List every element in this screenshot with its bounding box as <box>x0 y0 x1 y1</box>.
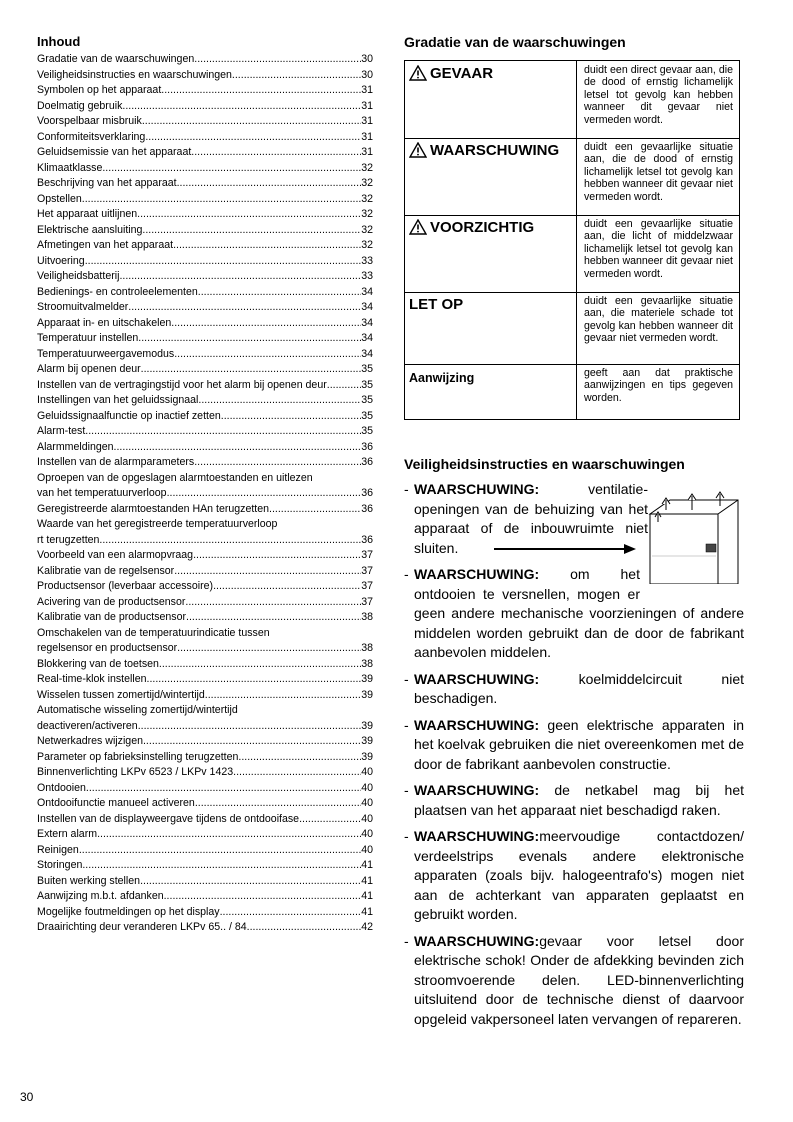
toc-entry-page: 34 <box>361 332 373 344</box>
toc-leader-dots <box>99 533 361 549</box>
toc-entry-page: 32 <box>361 208 373 220</box>
toc-entry <box>37 626 373 642</box>
toc-leader-dots <box>142 114 361 130</box>
toc-leader-dots <box>205 688 361 704</box>
toc-leader-dots <box>185 595 361 611</box>
toc-entry-page: 32 <box>361 223 373 236</box>
warning-text: koelmiddelcircuit niet beschadigen. <box>414 670 744 706</box>
toc-leader-dots <box>137 207 361 223</box>
toc-entry <box>37 657 373 673</box>
toc-entry <box>37 641 373 657</box>
list-dash: - <box>404 481 409 497</box>
warning-level-row <box>405 292 739 365</box>
toc-entry-title: Draairichting deur veranderen LKPv 65.. / 84.. <box>37 921 253 933</box>
toc-entry-title: Alarm bij openen deur <box>37 363 141 375</box>
toc-leader-dots <box>138 719 362 735</box>
warning-level-label-cell <box>405 215 577 292</box>
toc-leader-dots <box>167 486 362 502</box>
warning-keyword: WAARSCHUWING: <box>414 670 540 687</box>
toc-entry-title: Geregistreerde alarmtoestanden HAn terugzetten <box>37 502 270 515</box>
toc-entry <box>37 765 373 781</box>
toc-entry-page: 38 <box>361 611 373 623</box>
toc-entry-title: Doelmatig gebruik <box>37 99 123 112</box>
toc-entry-page: 38 <box>361 657 373 670</box>
toc-entry <box>37 827 373 843</box>
toc-leader-dots <box>97 827 361 843</box>
toc-entry-title: Temperatuur instellen <box>37 332 139 344</box>
toc-entry <box>37 812 373 828</box>
toc-entry-page: 30 <box>361 68 373 81</box>
toc-entry-title: Opstellen <box>37 192 82 205</box>
toc-entry <box>37 672 373 688</box>
toc-entry-page: 30 <box>361 53 373 65</box>
toc-leader-dots <box>140 874 361 890</box>
toc-entry-title: Conformiteitsverklaring <box>37 130 146 143</box>
toc-entry-title: Buiten werking stellen <box>37 874 141 887</box>
toc-entry-title: Mogelijke foutmeldingen op het display <box>37 905 220 918</box>
toc-entry <box>37 858 373 874</box>
toc-entry-title: regelsensor en productsensor <box>37 642 178 654</box>
toc-leader-dots <box>269 502 361 518</box>
toc-leader-dots <box>198 285 361 301</box>
toc-list <box>37 52 373 936</box>
toc-entry-page: 36 <box>361 440 373 453</box>
list-dash: - <box>404 670 409 687</box>
toc-entry-page: 31 <box>361 146 373 158</box>
list-dash: - <box>404 932 409 949</box>
page-number: 30 <box>20 1090 34 1104</box>
warning-level-label: Aanwijzing <box>409 371 475 385</box>
toc-entry <box>37 145 373 161</box>
toc-entry-page: 36 <box>361 533 373 546</box>
toc-leader-dots <box>161 83 361 99</box>
toc-leader-dots <box>79 843 361 859</box>
toc-entry <box>37 781 373 797</box>
toc-leader-dots <box>85 254 362 270</box>
toc-entry-page: 32 <box>361 192 373 205</box>
toc-entry-title: Productsensor (leverbaar accessoire) <box>37 580 214 592</box>
toc-entry-title: Kalibratie van de productsensor <box>37 611 186 623</box>
toc-entry <box>37 455 373 471</box>
toc-entry-title: Bedienings- en controleelementen <box>37 285 198 298</box>
toc-entry-title: Netwerkadres wijzigen <box>37 735 143 747</box>
toc-entry-page: 40 <box>361 781 373 794</box>
toc-entry-page: 41 <box>361 905 373 918</box>
safety-warning-item <box>404 932 744 1030</box>
toc-entry-title: Geluidsemissie van het apparaat <box>37 146 192 158</box>
toc-entry <box>37 254 373 270</box>
warning-triangle-icon <box>409 219 427 235</box>
toc-entry-page: 39 <box>361 688 373 701</box>
toc-entry-title: Elektrische aansluiting <box>37 223 143 236</box>
toc-entry <box>37 703 373 719</box>
list-dash: - <box>404 782 409 798</box>
toc-entry-page: 37 <box>361 580 373 592</box>
toc-entry-page: 37 <box>361 595 373 608</box>
toc-leader-dots <box>238 750 361 766</box>
toc-entry <box>37 393 373 409</box>
toc-entry-title: Ontdooien <box>37 781 86 794</box>
toc-entry-page: 35 <box>361 409 373 422</box>
toc-entry <box>37 533 373 549</box>
toc-entry-title: Afmetingen van het apparaat <box>37 239 174 251</box>
toc-leader-dots <box>143 734 361 750</box>
warning-keyword: WAARSCHUWING: <box>414 566 540 582</box>
toc-entry-page: 35 <box>361 378 373 391</box>
toc-leader-dots <box>114 440 362 456</box>
toc-heading: Inhoud <box>37 34 81 49</box>
toc-leader-dots <box>191 145 361 161</box>
warning-level-row <box>405 215 739 293</box>
toc-entry-title: Alarm-test <box>37 425 86 437</box>
warning-text: geen elektrische apparaten in het koelvak gebruiken die niet overeenkomen met de door de fabrikant aanbevolen constructie. <box>414 716 744 772</box>
toc-entry <box>37 750 373 766</box>
warning-level-label-cell <box>405 61 577 138</box>
toc-entry-title: Wisselen tussen zomertijd/wintertijd <box>37 688 205 701</box>
toc-entry-page: 31 <box>361 99 373 112</box>
toc-entry <box>37 409 373 425</box>
toc-leader-dots <box>186 610 361 626</box>
toc-entry <box>37 874 373 890</box>
toc-entry <box>37 440 373 456</box>
toc-entry <box>37 486 373 502</box>
toc-entry-page: 32 <box>361 239 373 251</box>
warning-level-label: VOORZICHTIG <box>430 219 535 236</box>
toc-leader-dots <box>82 858 361 874</box>
toc-entry <box>37 347 373 363</box>
warning-level-description: duidt een gevaarlijke situatie aan, die licht of middelzwaar lichamelijk letsel tot gevolg kan hebben wanneer dit gevaar niet vermeden wordt. <box>584 218 733 280</box>
toc-entry-page: 31 <box>361 115 373 127</box>
toc-entry-title: Klimaatklasse <box>37 161 103 174</box>
gradation-heading: Gradatie van de waarschuwingen <box>404 34 626 50</box>
warning-level-row <box>405 364 739 419</box>
warning-level-row <box>405 61 739 139</box>
toc-entry-page: 39 <box>361 719 373 732</box>
warning-level-label: WAARSCHUWING <box>430 142 560 159</box>
toc-leader-dots <box>122 99 361 115</box>
toc-entry <box>37 269 373 285</box>
toc-entry <box>37 734 373 750</box>
toc-entry-page: 34 <box>361 347 373 360</box>
toc-entry-title: Oproepen van de opgeslagen alarmtoestanden en uitlezen <box>37 471 313 484</box>
toc-entry-page: 40 <box>361 766 373 778</box>
warning-levels-table <box>404 60 740 420</box>
toc-leader-dots <box>147 672 362 688</box>
toc-leader-dots <box>82 192 361 208</box>
toc-entry <box>37 517 373 533</box>
toc-entry-title: Stroomuitvalmelder <box>37 301 129 313</box>
toc-entry-title: Instellen van de alarmparameters <box>37 456 195 468</box>
list-dash: - <box>404 716 409 733</box>
warning-text: om het ontdooien te versnellen, mogen er geen andere mechanische voorzieningen of andere middelen worden gebruikt dan de door de fabrikant aanbevolen middelen. <box>414 566 744 660</box>
warning-level-description: duidt een gevaarlijke situatie aan, die materiele schade tot gevolg kan hebben wanneer dit gevaar niet vermeden wordt. <box>584 295 733 345</box>
toc-entry-page: 32 <box>361 177 373 189</box>
toc-entry-title: Blokkering van de toetsen <box>37 657 159 670</box>
toc-entry <box>37 316 373 332</box>
warning-triangle-icon <box>409 142 427 158</box>
toc-entry <box>37 223 373 239</box>
safety-heading: Veiligheidsinstructies en waarschuwingen <box>404 456 685 472</box>
toc-entry-page: 41 <box>361 859 373 871</box>
toc-entry <box>37 52 373 68</box>
toc-entry-page: 37 <box>361 564 373 577</box>
warning-keyword: WAARSCHUWING: <box>414 716 540 733</box>
toc-leader-dots <box>164 889 362 905</box>
warning-level-row <box>405 138 739 216</box>
toc-entry <box>37 905 373 921</box>
toc-leader-dots <box>141 362 362 378</box>
toc-entry-title: Instellen van de displayweergave tijdens de ontdooifase <box>37 812 300 825</box>
toc-entry-page: 35 <box>361 394 373 406</box>
toc-entry-title: Voorspelbaar misbruik <box>37 115 142 127</box>
toc-leader-dots <box>128 300 361 316</box>
gradation-section <box>404 34 740 420</box>
warning-level-label-cell <box>405 292 577 364</box>
toc-leader-dots <box>174 564 361 580</box>
toc-entry-title: Reinigen <box>37 843 79 856</box>
toc-entry-page: 33 <box>361 270 373 282</box>
toc-entry-page: 39 <box>361 673 373 685</box>
toc-entry <box>37 99 373 115</box>
toc-entry-page: 41 <box>361 890 373 902</box>
toc-entry-title: Storingen <box>37 859 83 871</box>
toc-entry-title: Instellen van de vertragingstijd voor het alarm bij openen deur <box>37 378 327 391</box>
toc-entry <box>37 114 373 130</box>
toc-entry-page: 38 <box>361 642 373 654</box>
safety-warning-item <box>404 827 744 925</box>
toc-entry-page: 36 <box>361 487 373 499</box>
toc-leader-dots <box>193 548 361 564</box>
toc-entry-title: Gradatie van de waarschuwingen <box>37 53 195 65</box>
toc-entry <box>37 424 373 440</box>
toc-entry-title: Symbolen op het apparaat <box>37 84 162 96</box>
toc-entry-title: Ontdooifunctie manueel activeren <box>37 797 195 809</box>
toc-leader-dots <box>173 238 361 254</box>
toc-entry <box>37 192 373 208</box>
toc-entry <box>37 595 373 611</box>
toc-entry-title: Real-time-klok instellen <box>37 673 147 685</box>
toc-entry-title: Kalibratie van de regelsensor <box>37 564 175 577</box>
warning-keyword: WAARSCHUWING: <box>414 932 540 949</box>
toc-entry-title: van het temperatuurverloop <box>37 487 167 499</box>
toc-entry-title: Extern alarm <box>37 828 98 840</box>
toc-entry-title: Het apparaat uitlijnen <box>37 208 138 220</box>
list-dash: - <box>404 828 409 844</box>
warning-text: de netkabel mag bij het plaatsen van het apparaat niet beschadigd raken. <box>414 782 744 818</box>
toc-entry-page: 35 <box>361 425 373 437</box>
toc-entry-title: Binnenverlichting LKPv 6523 / LKPv 1423 <box>37 766 234 778</box>
toc-leader-dots <box>86 781 361 797</box>
toc-entry <box>37 68 373 84</box>
list-dash: - <box>404 566 409 582</box>
toc-entry-page: 34 <box>361 316 373 329</box>
toc-entry <box>37 300 373 316</box>
toc-entry <box>37 378 373 394</box>
warning-level-description: geeft aan dat praktische aanwijzingen en tips gegeven worden. <box>584 367 733 404</box>
toc-entry-page: 35 <box>361 363 373 375</box>
toc-entry <box>37 207 373 223</box>
toc-entry <box>37 564 373 580</box>
toc-entry-page: 37 <box>361 549 373 561</box>
toc-entry-title: rt terugzetten <box>37 533 100 546</box>
toc-entry-title: Parameter op fabrieksinstelling terugzetten <box>37 750 239 763</box>
toc-entry-title: Uitvoering <box>37 254 85 267</box>
toc-entry-title: Voorbeeld van een alarmopvraag <box>37 549 194 561</box>
warning-triangle-icon <box>409 65 427 81</box>
toc-entry-page: 34 <box>361 285 373 298</box>
warning-level-description: duidt een direct gevaar aan, die de dood of ernstig lichamelijk letsel tot gevolg kan hebben wanneer dit gevaar niet vermeden wordt. <box>584 64 733 126</box>
warning-level-label-cell <box>405 138 577 215</box>
toc-leader-dots <box>232 68 361 84</box>
warning-keyword: WAARSCHUWING: <box>414 481 540 497</box>
toc-entry <box>37 502 373 518</box>
toc-leader-dots <box>233 765 361 781</box>
toc-entry-page: 31 <box>361 130 373 143</box>
toc-leader-dots <box>174 347 361 363</box>
toc-entry-page: 40 <box>361 843 373 856</box>
toc-entry-title: Waarde van het geregistreerde temperatuurverloop <box>37 518 278 530</box>
toc-entry-title: Geluidssignaalfunctie op inactief zetten <box>37 409 221 422</box>
warning-text: ventilatie-openingen van de behuizing van het apparaat of de inbouwruimte niet sluiten. <box>414 481 648 556</box>
toc-entry <box>37 796 373 812</box>
table-of-contents <box>37 34 373 936</box>
toc-entry <box>37 548 373 564</box>
toc-entry-title: Temperatuurweergavemodus <box>37 347 175 360</box>
toc-entry-page: 36 <box>361 502 373 515</box>
toc-entry-title: Instellingen van het geluidssignaal <box>37 394 199 406</box>
toc-leader-dots <box>195 796 361 812</box>
warning-keyword: WAARSCHUWING: <box>414 828 540 844</box>
safety-warning-item <box>404 670 744 709</box>
toc-entry-title: Aanwijzing m.b.t. afdanken <box>37 890 164 902</box>
warning-level-label-cell <box>405 364 577 419</box>
toc-entry <box>37 688 373 704</box>
toc-entry <box>37 920 373 936</box>
toc-leader-dots <box>194 455 361 471</box>
warning-level-label: LET OP <box>409 296 464 313</box>
warning-keyword: WAARSCHUWING: <box>414 782 540 798</box>
toc-leader-dots <box>198 393 361 409</box>
toc-leader-dots <box>177 176 362 192</box>
toc-entry-page: 41 <box>361 874 373 887</box>
safety-warning-item <box>404 781 744 820</box>
arrow-pointer-icon <box>494 542 638 556</box>
toc-leader-dots <box>145 130 361 146</box>
toc-entry-page: 40 <box>361 812 373 825</box>
toc-entry-page: 39 <box>361 735 373 747</box>
toc-entry <box>37 843 373 859</box>
toc-entry <box>37 719 373 735</box>
safety-warning-item <box>404 716 744 775</box>
toc-entry-page: 39 <box>361 750 373 763</box>
toc-entry <box>37 362 373 378</box>
toc-leader-dots <box>213 579 361 595</box>
toc-leader-dots <box>327 378 361 394</box>
toc-entry <box>37 579 373 595</box>
warning-text: gevaar voor letsel door elektrische schok! Onder de afdekking bevinden zich stroomvoerende delen. LED-binnenverlichting uitsluitend door de technische dienst of daarvoor opgeleid vakpersoneel laten vervangen of repareren. <box>414 932 744 1027</box>
toc-entry-page: 40 <box>361 828 373 840</box>
toc-entry-title: deactiveren/activeren <box>37 719 138 732</box>
toc-entry <box>37 238 373 254</box>
toc-entry <box>37 889 373 905</box>
toc-entry-title: Acivering van de productsensor <box>37 595 186 608</box>
toc-leader-dots <box>299 812 361 828</box>
toc-leader-dots <box>85 424 361 440</box>
toc-leader-dots <box>221 409 361 425</box>
toc-entry-title: Omschakelen van de temperatuurindicatie tussen <box>37 626 270 639</box>
toc-leader-dots <box>102 161 361 177</box>
toc-entry <box>37 285 373 301</box>
toc-entry-title: Automatische wisseling zomertijd/wintertijd <box>37 704 238 716</box>
toc-leader-dots <box>171 316 361 332</box>
toc-entry-title: Veiligheidsinstructies en waarschuwingen <box>37 68 232 81</box>
toc-entry-page: 32 <box>361 161 373 174</box>
toc-entry-page: 40 <box>361 797 373 809</box>
toc-entry <box>37 471 373 487</box>
toc-entry <box>37 331 373 347</box>
toc-leader-dots <box>142 223 361 239</box>
toc-entry-page: 36 <box>361 456 373 468</box>
appliance-ventilation-illustration <box>644 488 740 584</box>
toc-entry <box>37 83 373 99</box>
toc-entry <box>37 130 373 146</box>
warning-text: meervoudige contactdozen/ verdeelstrips evenals andere elektronische apparaten (zoals bijv. halogeentrafo's) mogen niet aan de achterkant van apparaten geplaatst en gebruikt worden. <box>414 828 744 922</box>
toc-entry <box>37 610 373 626</box>
toc-entry-title: Veiligheidsbatterij <box>37 270 120 282</box>
toc-entry-page: 31 <box>361 84 373 96</box>
toc-leader-dots <box>177 641 361 657</box>
toc-leader-dots <box>159 657 361 673</box>
toc-entry-title: Alarmmeldingen <box>37 440 114 453</box>
toc-entry-title: Beschrijving van het apparaat <box>37 177 177 189</box>
toc-leader-dots <box>138 331 361 347</box>
warning-level-label: GEVAAR <box>430 65 494 82</box>
toc-leader-dots <box>194 52 361 68</box>
toc-entry-page: 42 <box>361 921 373 933</box>
warning-level-description: duidt een gevaarlijke situatie aan, die de dood of ernstig lichamelijk letsel tot gevolg kan hebben wanneer dit gevaar niet vermeden wordt. <box>584 141 733 203</box>
toc-leader-dots <box>220 905 362 921</box>
toc-entry-title: Apparaat in- en uitschakelen <box>37 316 172 329</box>
toc-entry-page: 33 <box>361 254 373 267</box>
toc-entry-page: 34 <box>361 301 373 313</box>
toc-leader-dots <box>119 269 361 285</box>
toc-leader-dots <box>253 920 362 936</box>
toc-entry <box>37 161 373 177</box>
toc-entry <box>37 176 373 192</box>
